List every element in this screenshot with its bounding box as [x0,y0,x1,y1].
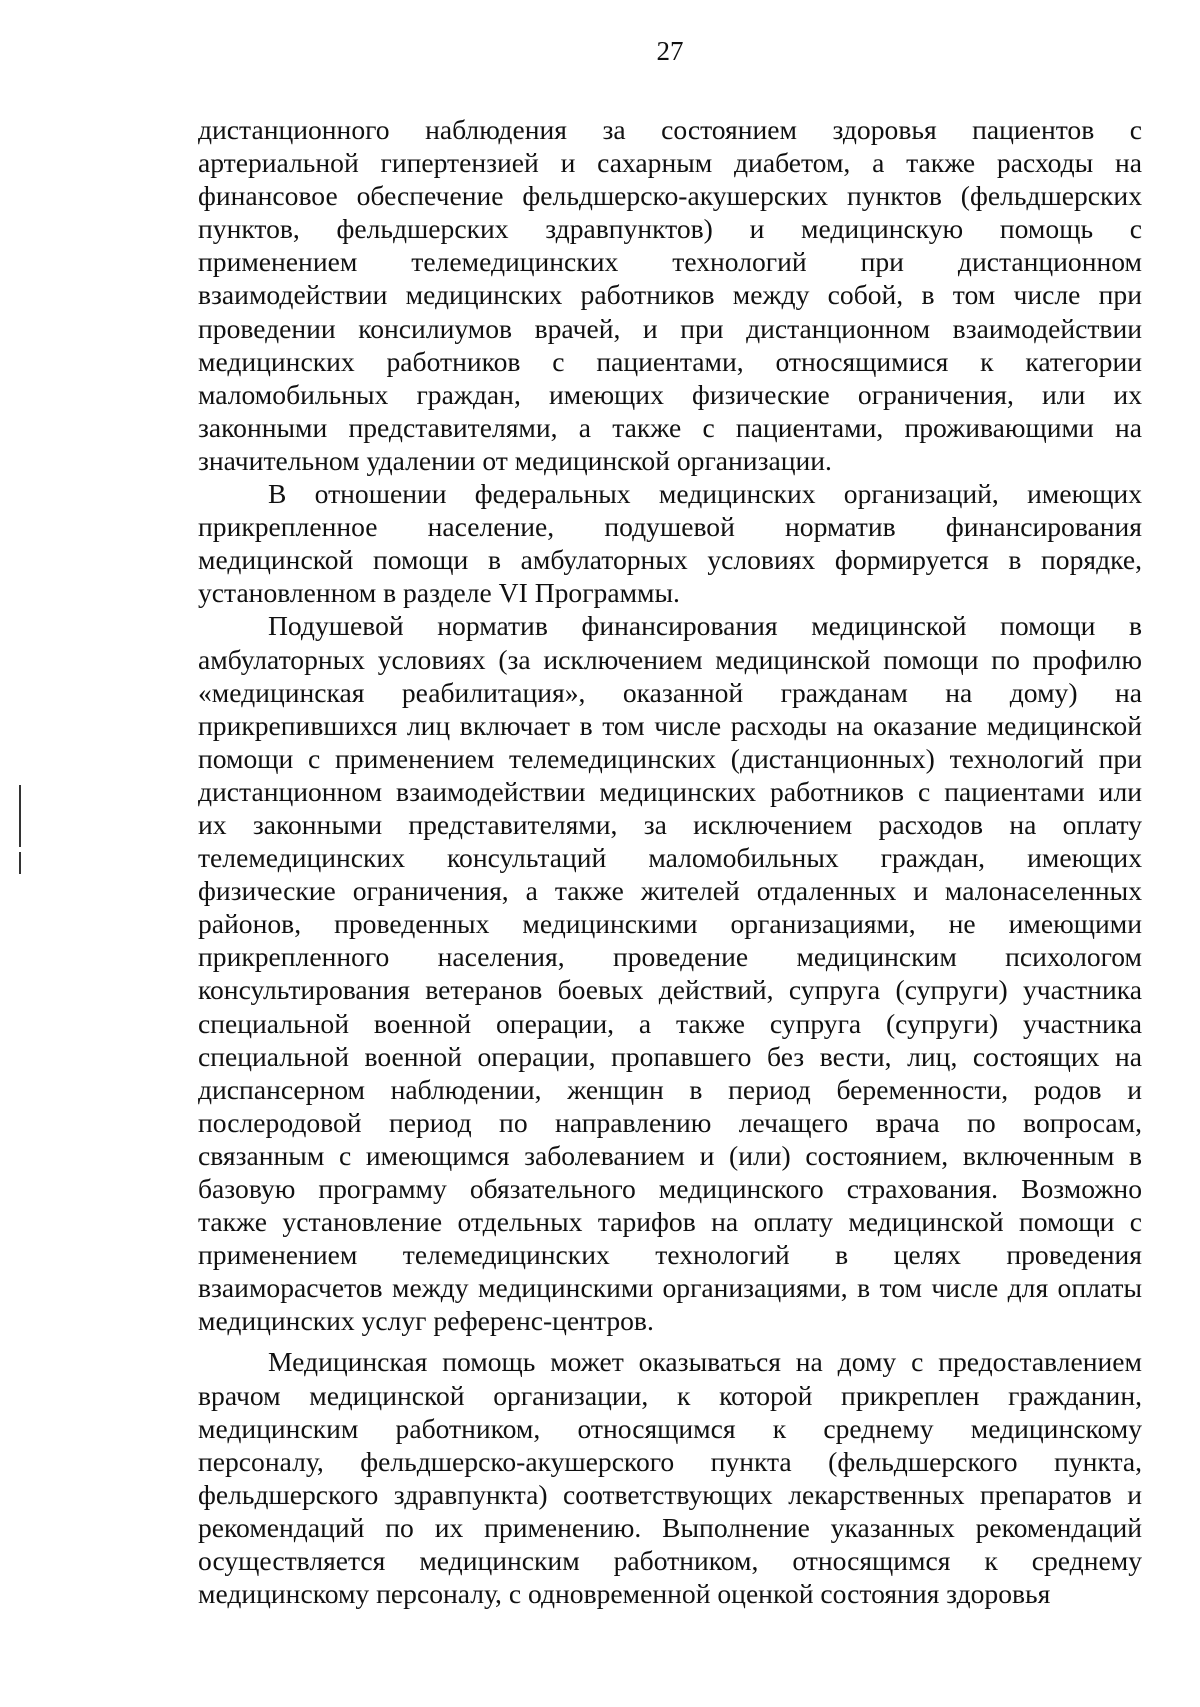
text-line: помощи с применением телемедицинских (дистанционных) технологий при [198,742,1142,774]
text-line: связанным с имеющимся заболеванием и (или) состоянием, включенным в [198,1139,1142,1171]
paragraph [198,1345,1142,1610]
text-line: финансовое обеспечение фельдшерско-акушерских пунктов (фельдшерских [198,180,1142,212]
text-line: законными представителями, а также с пациентами, проживающими на [198,411,1142,443]
paragraph [198,113,1142,477]
text-line: пунктов, фельдшерских здравпунктов) и медицинскую помощь с [198,213,1142,245]
text-line: персоналу, фельдшерско-акушерского пункта (фельдшерского пункта, [198,1445,1142,1477]
document-body [198,113,1142,1610]
text-line: базовую программу обязательного медицинского страхования. Возможно [198,1173,1142,1204]
margin-mark [19,785,21,847]
paragraph [198,477,1142,609]
text-line: взаимодействии медицинских работников между собой, в том числе при [198,279,1142,311]
text-line: специальной военной операции, пропавшего без вести, лиц, состоящих на [198,1040,1142,1072]
text-line: дистанционном взаимодействии медицинских работников с пациентами или [198,775,1142,807]
page-number: 27 [656,36,684,66]
text-line: В отношении федеральных медицинских организаций, имеющих [268,478,1142,510]
text-line: артериальной гипертензией и сахарным диабетом, а также расходы на [198,147,1142,179]
text-line: установленном в разделе VI Программы. [198,577,680,609]
text-line: телемедицинских консультаций маломобильных граждан, имеющих [198,842,1142,874]
text-line: осуществляется медицинским работником, относящимся к среднему [198,1545,1142,1577]
text-line: послеродовой период по направлению лечащего врача по вопросам, [198,1106,1142,1138]
text-line: медицинскому персоналу, с одновременной оценкой состояния здоровья [198,1578,1051,1610]
text-line: применением телемедицинских технологий в целях проведения [198,1239,1142,1271]
text-line: амбулаторных условиях (за исключением медицинской помощи по профилю [198,643,1142,675]
text-line: дистанционного наблюдения за состоянием здоровья пациентов с [198,114,1142,145]
text-line: консультирования ветеранов боевых действий, супруга (супруги) участника [198,974,1142,1006]
text-line: диспансерном наблюдении, женщин в период беременности, родов и [198,1073,1142,1105]
text-line: «медицинская реабилитация», оказанной гражданам на дому) на [198,676,1142,708]
text-line: прикрепившихся лиц включает в том числе расходы на оказание медицинской [198,709,1142,741]
text-line: медицинских работников с пациентами, относящимися к категории [198,345,1142,377]
text-line: врачом медицинской организации, к которой прикреплен гражданин, [198,1379,1142,1411]
text-line: медицинской помощи в амбулаторных условиях формируется в порядке, [198,544,1142,576]
text-line: Медицинская помощь может оказываться на дому с предоставлением [268,1346,1142,1378]
text-line: их законными представителями, за исключением расходов на оплату [198,808,1142,840]
text-line: фельдшерского здравпункта) соответствующих лекарственных препаратов и [198,1478,1142,1510]
text-line: рекомендаций по их применению. Выполнение указанных рекомендаций [198,1511,1142,1543]
text-line: применением телемедицинских технологий при дистанционном [198,246,1142,278]
text-line: также установление отдельных тарифов на оплату медицинской помощи с [198,1206,1142,1238]
text-line: проведении консилиумов врачей, и при дистанционном взаимодействии [198,312,1142,344]
text-line: медицинским работником, относящимся к среднему медицинскому [198,1412,1142,1444]
margin-mark [19,852,21,874]
text-line: физические ограничения, а также жителей отдаленных и малонаселенных [198,875,1142,907]
text-line: прикрепленное население, подушевой норматив финансирования [198,511,1142,543]
text-line: маломобильных граждан, имеющих физические ограничения, или их [198,378,1142,410]
text-line: прикрепленного населения, проведение медицинским психологом [198,941,1142,973]
text-line: взаиморасчетов между медицинскими организациями, в том числе для оплаты [198,1272,1142,1304]
text-line: специальной военной операции, а также супруга (супруги) участника [198,1007,1142,1039]
text-line: районов, проведенных медицинскими организациями, не имеющими [198,908,1142,940]
text-line: значительном удалении от медицинской организации. [198,444,832,476]
paragraph [198,609,1142,1337]
text-line: медицинских услуг референс-центров. [198,1305,654,1337]
text-line: Подушевой норматив финансирования медицинской помощи в [268,610,1142,642]
